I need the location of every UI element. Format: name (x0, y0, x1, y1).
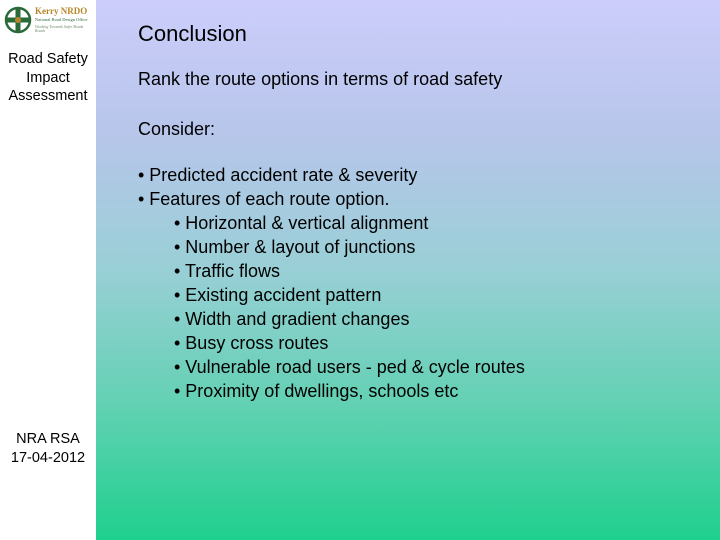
logo-text (35, 7, 94, 33)
sub-bullet-item: • Proximity of dwellings, schools etc (174, 381, 459, 401)
slide-subtitle: Rank the route options in terms of road safety (138, 69, 503, 89)
consider-label: Consider: (138, 119, 216, 139)
sidebar (0, 0, 96, 540)
logo-tagline: Working Towards Safer Roads Roads (35, 23, 84, 33)
logo (2, 2, 94, 38)
sidebar-title: Road Safety Impact Assessment (8, 51, 88, 104)
sub-bullet-item: • Horizontal & vertical alignment (174, 213, 429, 233)
bullet-item: • Features of each route option. (138, 189, 390, 209)
bullet-item: • Predicted accident rate & severity (138, 165, 418, 185)
sub-bullet-item: • Busy cross routes (174, 333, 329, 353)
sub-bullet-item: • Width and gradient changes (174, 309, 410, 329)
sub-bullet-item: • Number & layout of junctions (174, 237, 416, 257)
logo-name: Kerry NRDO (35, 6, 88, 17)
celtic-cross-icon (4, 6, 32, 34)
logo-subtitle: National Road Design Office (35, 17, 88, 23)
sub-bullet-item: • Traffic flows (174, 261, 280, 281)
sub-bullet-item: • Vulnerable road users - ped & cycle routes (174, 357, 525, 377)
bullet-list (138, 163, 525, 403)
slide-title: Conclusion (138, 21, 247, 46)
sub-bullet-item: • Existing accident pattern (174, 285, 382, 305)
sidebar-footer: NRA RSA 17-04-2012 (10, 431, 86, 466)
